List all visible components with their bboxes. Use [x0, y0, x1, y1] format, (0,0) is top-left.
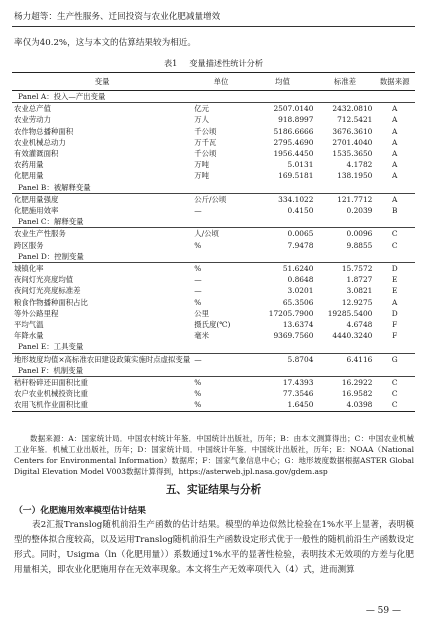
cell-variable: 平均气温	[14, 320, 44, 330]
cell-mean: 65.3506	[282, 297, 314, 307]
table-row	[12, 353, 415, 365]
cell-variable: 夜间灯光亮度标准差	[14, 286, 81, 296]
cell-mean: 5.0131	[287, 160, 314, 170]
table-row	[12, 205, 415, 216]
cell-variable: 化肥用量强度	[14, 194, 59, 204]
cell-variable: 农用飞机作业面积比重	[12, 399, 192, 411]
cell-source: C	[391, 389, 398, 399]
panel-row	[12, 365, 415, 377]
cell-source: A	[392, 104, 398, 114]
cell-std-dev: 2432.0810	[332, 104, 373, 114]
cell-mean: 169.5181	[278, 171, 314, 181]
cell-source: G	[391, 354, 398, 364]
cell-mean: 17205.7900	[268, 308, 314, 318]
panel-row	[12, 216, 415, 228]
cell-std-dev: 3.0821	[346, 286, 373, 296]
cell-mean: 77.3546	[282, 389, 314, 399]
table-row	[12, 148, 415, 159]
cell-source: A	[392, 160, 398, 170]
cell-mean: 0.4150	[287, 206, 314, 216]
table-row	[12, 330, 415, 341]
cell-std-dev: 16.9582	[341, 389, 373, 399]
cell-unit: %	[192, 399, 250, 411]
table-row	[12, 388, 415, 399]
panel-title: Panel C：解释变量	[12, 216, 415, 228]
header-variable: 变量	[12, 73, 192, 91]
table-row	[12, 193, 415, 205]
cell-unit: 万人	[194, 115, 209, 125]
table-row	[12, 274, 415, 285]
cell-variable: 农业总产值	[14, 104, 51, 114]
cell-source: E	[391, 275, 398, 285]
table-header-row	[12, 73, 415, 91]
table-row	[12, 137, 415, 148]
header-source: 数据来源	[374, 73, 415, 91]
cell-unit: 万吨	[194, 160, 209, 170]
cell-variable: 农药用量	[14, 160, 44, 170]
cell-std-dev: 6.4116	[346, 354, 373, 364]
table-row	[12, 399, 415, 411]
cell-mean: 334.1022	[278, 194, 314, 204]
cell-std-dev: 4.1782	[346, 160, 373, 170]
cell-unit: 摄氏度(℃)	[194, 320, 231, 330]
cell-source: C	[391, 240, 398, 250]
body-paragraph: 表2汇报Translog随机前沿生产函数的估计结果。模型的单边似然比检验在1%水平上显著，表明模型的整体拟合度较高，以及运用Translog随机前沿生产函数设定形式优于一般性的随机前沿生产函数设定形式。同时，Usigma（ln（化肥用量））系数通过1%水平的显著性检验，表明技术无效项的方差与化肥用量相关，即农业化肥施用存在无效率现象。本文将生产无效率项代入（4）式，进而测算	[14, 520, 414, 575]
cell-source: D	[391, 308, 398, 318]
cell-variable: 秸秆粉碎还田面积比重	[14, 378, 88, 388]
panel-title: Panel E：工具变量	[12, 341, 415, 353]
cell-source: C	[391, 378, 398, 388]
cell-variable: 夜间灯光亮度均值	[14, 275, 74, 285]
page-number: — 59 —	[365, 606, 401, 616]
cell-source: A	[392, 115, 398, 125]
panel-row	[12, 182, 415, 194]
cell-unit: 公里	[194, 308, 209, 318]
cell-variable: 农业劳动力	[14, 115, 51, 125]
cell-variable: 有效灌溉面积	[14, 149, 59, 159]
table-row	[12, 126, 415, 137]
cell-variable: 化肥施用效率	[14, 206, 59, 216]
cell-variable: 农户农业机械投资比重	[14, 389, 88, 399]
header-mean: 均值	[250, 73, 316, 91]
cell-mean: 9369.7560	[273, 331, 314, 341]
statistics-table	[12, 72, 415, 412]
panel-title: Panel F：机制变量	[12, 365, 415, 377]
cell-mean: 51.6240	[282, 264, 314, 274]
cell-mean: 7.9478	[287, 240, 314, 250]
cell-variable: 地形坡度均值×高标准农田建设政策实施时点虚拟变量	[14, 354, 191, 364]
cell-unit: 千公顷	[194, 149, 217, 159]
cell-unit: —	[194, 354, 202, 364]
cell-unit: %	[194, 297, 202, 307]
cell-mean: 0.0065	[287, 229, 314, 239]
cell-variable: 粮食作物播种面积占比	[14, 297, 88, 307]
cell-source: F	[392, 320, 398, 330]
cell-variable: 城镇化率	[14, 264, 44, 274]
cell-unit: —	[194, 275, 202, 285]
table-caption	[0, 58, 427, 69]
cell-std-dev: 15.7572	[341, 264, 373, 274]
table-row	[12, 308, 415, 319]
cell-unit: 公斤/公顷	[194, 194, 227, 204]
cell-mean: 1956.4450	[273, 149, 314, 159]
header-std-dev: 标准差	[315, 73, 374, 91]
cell-variable: 农业生产性服务	[14, 229, 66, 239]
table-row	[12, 103, 415, 115]
cell-variable: 农作物总播种面积	[14, 126, 74, 136]
cell-source: C	[391, 229, 398, 239]
table-row	[12, 114, 415, 125]
running-header: 杨力超等：生产性服务、迁回投资与农业化肥减量增效	[14, 12, 221, 22]
cell-unit: —	[194, 286, 202, 296]
cell-mean: 0.8648	[287, 275, 314, 285]
table-label: 表1	[163, 58, 178, 68]
table-row	[12, 297, 415, 308]
cell-std-dev: 2701.4040	[332, 137, 373, 147]
cell-source: A	[392, 297, 398, 307]
cell-variable: 年降水量	[14, 331, 44, 341]
cell-unit: 人/公顷	[194, 229, 219, 239]
cell-mean: 17.4393	[282, 378, 314, 388]
cell-std-dev: 712.5421	[337, 115, 373, 125]
table-body	[12, 91, 415, 412]
cell-std-dev: 16.2922	[341, 378, 373, 388]
cell-variable: 化肥用量	[14, 171, 44, 181]
cell-mean: 1.6450	[250, 399, 316, 411]
panel-row	[12, 91, 415, 103]
cell-mean: 13.6374	[282, 320, 314, 330]
cell-std-dev: 3676.3610	[332, 126, 373, 136]
cell-mean: 5186.6666	[273, 126, 314, 136]
cell-source: A	[392, 137, 398, 147]
intro-line: 率仅为40.2%，这与本文的估算结果较为相近。	[14, 38, 196, 48]
cell-std-dev: 0.2039	[346, 206, 373, 216]
cell-mean: 2795.4690	[273, 137, 314, 147]
cell-source: C	[374, 399, 415, 411]
cell-std-dev: 9.8855	[346, 240, 373, 250]
cell-source: A	[392, 194, 398, 204]
subsection-heading: （一）化肥施用效率模型估计结果	[14, 506, 146, 516]
cell-mean: 918.8997	[278, 115, 314, 125]
cell-source: A	[392, 126, 398, 136]
panel-title: Panel B：被解释变量	[12, 182, 415, 194]
cell-variable: 跨区服务	[14, 240, 44, 250]
table-row	[12, 228, 415, 240]
header-unit: 单位	[192, 73, 250, 91]
table-row	[12, 170, 415, 181]
table-row	[12, 240, 415, 251]
panel-title: Panel A：投入—产出变量	[12, 91, 415, 103]
table-row	[12, 285, 415, 296]
cell-unit: %	[194, 264, 202, 274]
cell-source: B	[391, 206, 398, 216]
cell-unit: 万千瓦	[194, 137, 217, 147]
cell-unit: %	[194, 378, 202, 388]
cell-unit: %	[194, 389, 202, 399]
cell-std-dev: 1.8727	[346, 275, 373, 285]
cell-std-dev: 138.1950	[337, 171, 373, 181]
table-notes: 数据来源：A：国家统计局．中国农村统计年鉴．中国统计出版社，历年；B：由本文测算得出；C：中国农业机械工业年鉴．机械工业出版社，历年；D：国家统计局．中国统计年鉴．中国统计出版社，历年；E：NOAA（National Centers for Environmental Information）数据库；F：国家气象信息中心；G：地形坡度数据根据ASTER Global Digital Elevation Model V003数据计算得到，https://asterweb.jpl.nasa.gov/gdem.asp	[14, 434, 414, 476]
cell-mean: 2507.0140	[273, 104, 314, 114]
cell-variable: 等外公路里程	[14, 308, 59, 318]
table-row	[12, 159, 415, 170]
cell-std-dev: 19285.5400	[327, 308, 373, 318]
panel-title: Panel D：控制变量	[12, 251, 415, 263]
cell-mean: 5.8704	[287, 354, 314, 364]
cell-source: F	[392, 331, 398, 341]
cell-source: A	[392, 171, 398, 181]
cell-source: E	[391, 286, 398, 296]
table-row	[12, 377, 415, 389]
cell-std-dev: 12.9275	[341, 297, 373, 307]
cell-std-dev: 1535.3650	[332, 149, 373, 159]
cell-std-dev: 4.6748	[346, 320, 373, 330]
cell-mean: 3.0201	[287, 286, 314, 296]
cell-unit: 万吨	[194, 171, 209, 181]
section-heading: 五、实证结果与分析	[165, 484, 262, 496]
cell-unit: %	[194, 240, 202, 250]
header-rule	[12, 26, 415, 27]
cell-source: D	[391, 264, 398, 274]
cell-unit: —	[194, 206, 202, 216]
cell-unit: 毫米	[194, 331, 209, 341]
table-row	[12, 319, 415, 330]
panel-row	[12, 341, 415, 353]
cell-std-dev: 4.0398	[315, 399, 374, 411]
table-title: 变量描述性统计分析	[189, 58, 264, 68]
cell-unit: 千公顷	[194, 126, 217, 136]
cell-std-dev: 0.0096	[346, 229, 373, 239]
cell-unit: 亿元	[194, 104, 209, 114]
panel-row	[12, 251, 415, 263]
cell-source: A	[392, 149, 398, 159]
table-row	[12, 263, 415, 275]
cell-variable: 农业机械总动力	[14, 137, 66, 147]
cell-std-dev: 121.7712	[337, 194, 373, 204]
cell-std-dev: 4440.3240	[332, 331, 373, 341]
